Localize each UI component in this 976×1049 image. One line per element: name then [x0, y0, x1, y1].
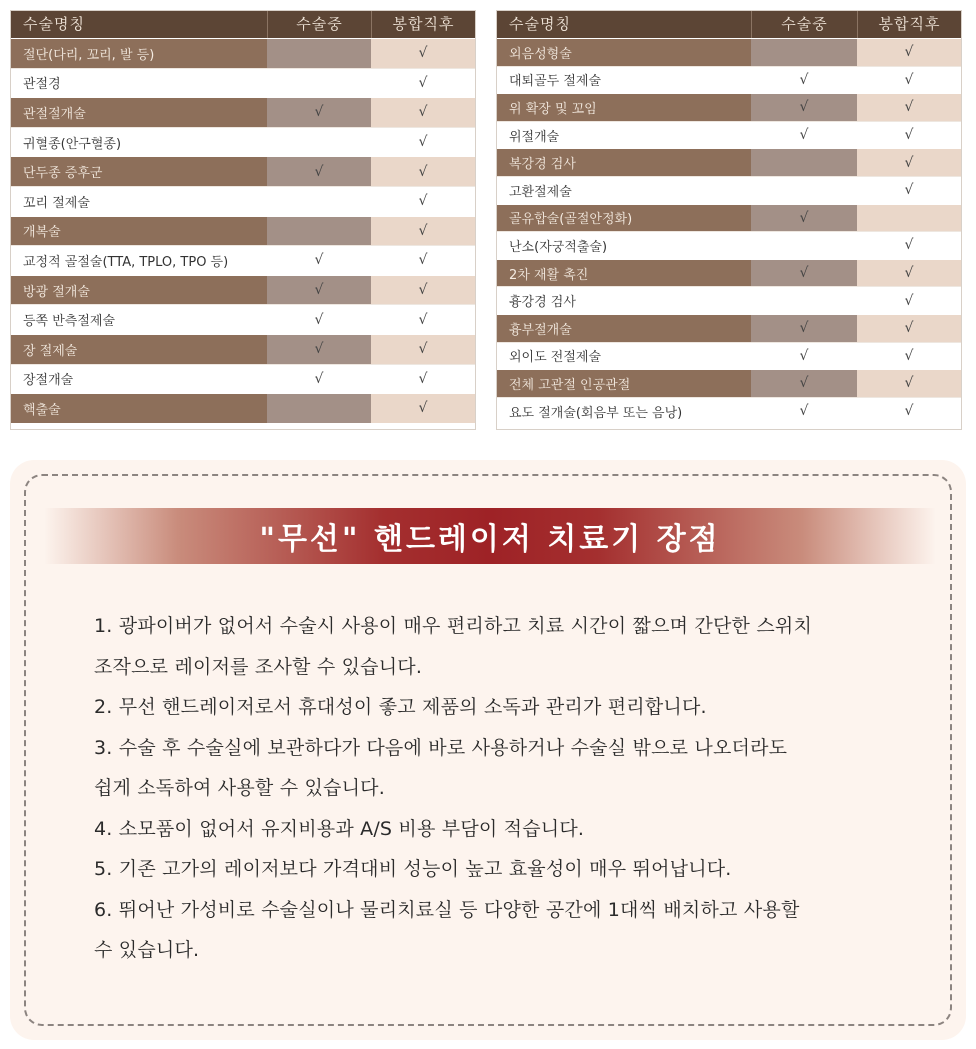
during-surgery-cell: √: [751, 122, 857, 149]
header-during-surgery: 수술중: [267, 11, 371, 38]
during-surgery-cell: [267, 128, 371, 157]
after-suture-cell: √: [857, 177, 961, 204]
during-surgery-cell: √: [267, 98, 371, 127]
during-surgery-cell: √: [267, 276, 371, 305]
during-surgery-cell: [267, 39, 371, 68]
benefit-line: 3. 수술 후 수술실에 보관하다가 다음에 바로 사용하거나 수술실 밖으로 나오더라도: [94, 736, 788, 759]
header-during-surgery: 수술중: [751, 11, 857, 38]
surgery-name-cell: 관절경: [11, 69, 267, 98]
during-surgery-cell: √: [751, 315, 857, 342]
after-suture-cell: √: [857, 343, 961, 370]
during-surgery-cell: √: [751, 398, 857, 425]
during-surgery-cell: [751, 232, 857, 259]
after-suture-cell: √: [857, 315, 961, 342]
benefit-line: 5. 기존 고가의 레이저보다 가격대비 성능이 높고 효율성이 매우 뛰어납니다.: [94, 858, 732, 880]
surgery-table-left: [10, 10, 476, 430]
surgery-table-right: [496, 10, 962, 430]
after-suture-cell: √: [371, 69, 475, 98]
during-surgery-cell: √: [751, 343, 857, 370]
table-row: [11, 68, 475, 98]
table-row: [11, 97, 475, 127]
after-suture-cell: √: [857, 149, 961, 176]
surgery-name-cell: 위 확장 및 꼬임: [497, 94, 751, 121]
during-surgery-cell: [267, 187, 371, 216]
after-suture-cell: √: [371, 157, 475, 186]
table-row: [497, 286, 961, 314]
table-row: [11, 364, 475, 394]
table-row: [11, 186, 475, 216]
during-surgery-cell: [751, 39, 857, 66]
table-row: [497, 121, 961, 149]
table-row: [11, 275, 475, 305]
table-row: [11, 156, 475, 186]
header-after-suture: 봉합직후: [371, 11, 475, 38]
surgery-name-cell: 꼬리 절제술: [11, 187, 267, 216]
during-surgery-cell: [751, 287, 857, 314]
table-row: [11, 127, 475, 157]
table-row: [11, 393, 475, 423]
after-suture-cell: √: [857, 232, 961, 259]
surgery-name-cell: 단두종 증후군: [11, 157, 267, 186]
after-suture-cell: √: [371, 39, 475, 68]
title-banner: [44, 508, 936, 564]
surgery-name-cell: 외음성형술: [497, 39, 751, 66]
table-header: [11, 11, 475, 38]
after-suture-cell: √: [371, 246, 475, 275]
surgery-name-cell: 복강경 검사: [497, 149, 751, 176]
table-row: [497, 314, 961, 342]
after-suture-cell: √: [371, 276, 475, 305]
during-surgery-cell: √: [267, 365, 371, 394]
table-row: [497, 66, 961, 94]
during-surgery-cell: [267, 394, 371, 423]
surgery-name-cell: 교정적 골절술(TTA, TPLO, TPO 등): [11, 246, 267, 275]
after-suture-cell: √: [857, 287, 961, 314]
during-surgery-cell: √: [267, 335, 371, 364]
surgery-name-cell: 난소(자궁적출술): [497, 232, 751, 259]
surgery-name-cell: 절단(다리, 꼬리, 발 등): [11, 39, 267, 68]
after-suture-cell: √: [857, 122, 961, 149]
table-header: [497, 11, 961, 38]
during-surgery-cell: √: [751, 94, 857, 121]
table-row: [11, 38, 475, 68]
benefit-line: 2. 무선 핸드레이저로서 휴대성이 좋고 제품의 소독과 관리가 편리합니다.: [94, 696, 707, 718]
benefits-panel: [10, 460, 966, 1040]
benefits-title: "무선" 핸드레이저 치료기 장점: [259, 522, 721, 557]
after-suture-cell: √: [371, 128, 475, 157]
surgery-name-cell: 요도 절개술(회음부 또는 음낭): [497, 398, 751, 425]
table-row: [497, 259, 961, 287]
table-row: [497, 397, 961, 425]
after-suture-cell: [857, 205, 961, 232]
after-suture-cell: √: [857, 398, 961, 425]
table-row: [11, 245, 475, 275]
table-row: [497, 342, 961, 370]
surgery-name-cell: 2차 재활 촉진: [497, 260, 751, 287]
header-name: 수술명칭: [23, 15, 85, 33]
benefit-line: 쉽게 소독하여 사용할 수 있습니다.: [94, 777, 385, 799]
table-row: [497, 38, 961, 66]
after-suture-cell: √: [371, 335, 475, 364]
table-row: [11, 334, 475, 364]
header-after-suture: 봉합직후: [857, 11, 961, 38]
after-suture-cell: √: [857, 39, 961, 66]
benefit-line: 1. 광파이버가 없어서 수술시 사용이 매우 편리하고 치료 시간이 짧으며 간단한 스위치: [94, 615, 813, 637]
benefit-line: 조작으로 레이저를 조사할 수 있습니다.: [94, 655, 423, 678]
surgery-name-cell: 개복술: [11, 217, 267, 246]
surgery-name-cell: 핵출술: [11, 394, 267, 423]
surgery-name-cell: 귀혈종(안구혈종): [11, 128, 267, 157]
during-surgery-cell: √: [751, 260, 857, 287]
surgery-name-cell: 위절개술: [497, 122, 751, 149]
after-suture-cell: √: [371, 187, 475, 216]
surgery-name-cell: 외이도 전절제술: [497, 343, 751, 370]
benefit-line: 수 있습니다.: [94, 939, 200, 961]
during-surgery-cell: [267, 69, 371, 98]
after-suture-cell: √: [371, 98, 475, 127]
table-row: [11, 216, 475, 246]
table-row: [497, 369, 961, 397]
surgery-name-cell: 흉부절개술: [497, 315, 751, 342]
surgery-name-cell: 전체 고관절 인공관절: [497, 370, 751, 397]
table-body: [11, 38, 475, 423]
during-surgery-cell: √: [751, 370, 857, 397]
during-surgery-cell: √: [267, 305, 371, 334]
benefits-list: [94, 606, 894, 971]
after-suture-cell: √: [371, 305, 475, 334]
surgery-name-cell: 장 절제술: [11, 335, 267, 364]
after-suture-cell: √: [857, 260, 961, 287]
surgery-name-cell: 흉강경 검사: [497, 287, 751, 314]
during-surgery-cell: √: [751, 205, 857, 232]
table-row: [497, 176, 961, 204]
header-name: 수술명칭: [509, 15, 571, 33]
during-surgery-cell: [267, 217, 371, 246]
surgery-name-cell: 등쪽 반측절제술: [11, 305, 267, 334]
surgery-name-cell: 방광 절개술: [11, 276, 267, 305]
during-surgery-cell: √: [751, 67, 857, 94]
surgery-name-cell: 고환절제술: [497, 177, 751, 204]
surgery-name-cell: 골유합술(골절안정화): [497, 205, 751, 232]
after-suture-cell: √: [371, 394, 475, 423]
benefit-line: 4. 소모품이 없어서 유지비용과 A/S 비용 부담이 적습니다.: [94, 817, 585, 840]
table-row: [11, 304, 475, 334]
during-surgery-cell: [751, 149, 857, 176]
during-surgery-cell: √: [267, 157, 371, 186]
after-suture-cell: √: [857, 67, 961, 94]
surgery-name-cell: 장절개술: [11, 365, 267, 394]
during-surgery-cell: [751, 177, 857, 204]
surgery-name-cell: 관절절개술: [11, 98, 267, 127]
table-row: [497, 204, 961, 232]
after-suture-cell: √: [371, 217, 475, 246]
during-surgery-cell: √: [267, 246, 371, 275]
after-suture-cell: √: [857, 94, 961, 121]
after-suture-cell: √: [857, 370, 961, 397]
table-row: [497, 148, 961, 176]
after-suture-cell: √: [371, 365, 475, 394]
surgery-name-cell: 대퇴골두 절제술: [497, 67, 751, 94]
benefit-line: 6. 뛰어난 가성비로 수술실이나 물리치료실 등 다양한 공간에 1대씩 배치하고 사용할: [94, 898, 800, 921]
table-row: [497, 93, 961, 121]
table-body: [497, 38, 961, 424]
dashed-border: [24, 474, 952, 1026]
table-row: [497, 231, 961, 259]
